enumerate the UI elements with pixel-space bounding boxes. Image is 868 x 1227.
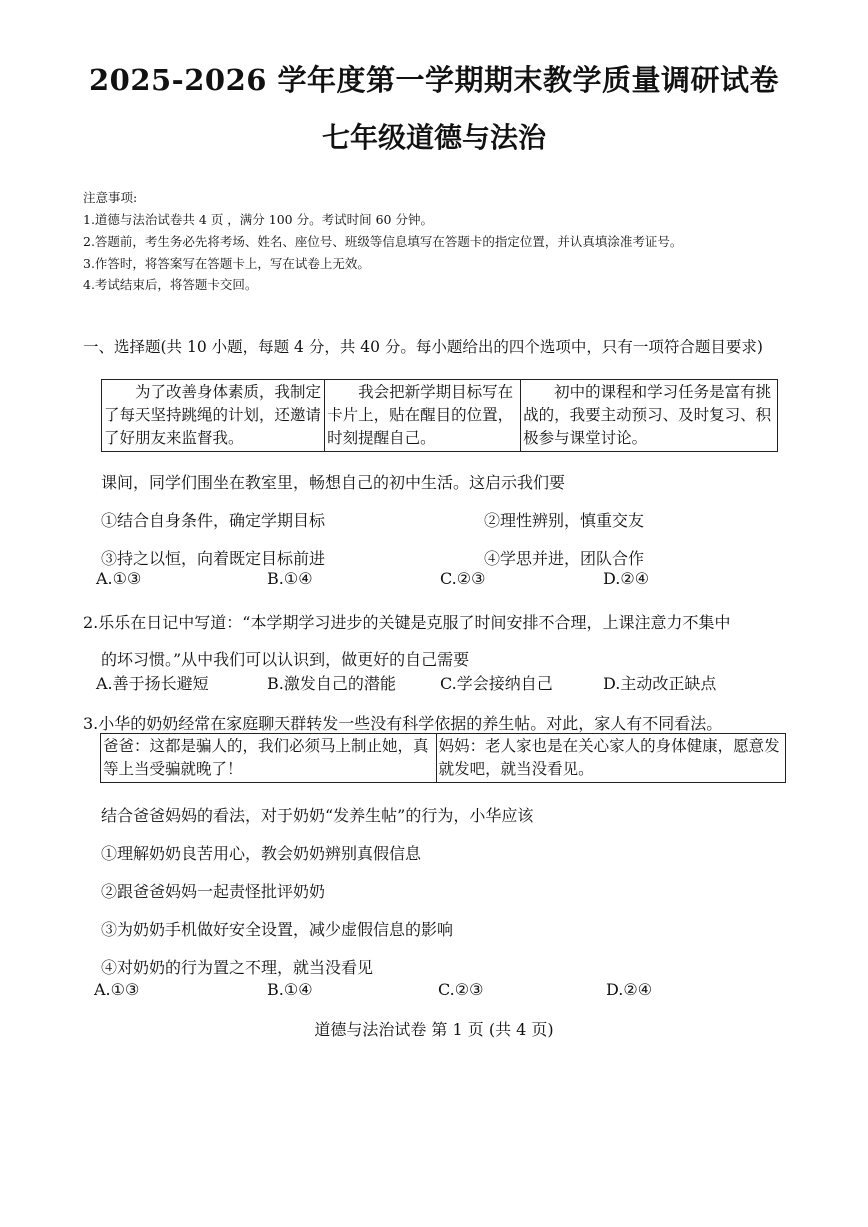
q3-statement: ①理解奶奶良苦用心，教会奶奶辨别真假信息 — [101, 844, 422, 863]
section-heading: 一、选择题(共 10 小题，每题 4 分，共 40 分。每小题给出的四个选项中，只有一项符合题目要求) — [83, 338, 763, 356]
q3-opinion-cell: 妈妈：老人家也是在关心家人的身体健康，愿意发就发吧，就当没看见。 — [436, 734, 785, 783]
q1-scenario-cell: 我会把新学期目标写在卡片上，贴在醒目的位置，时刻提醒自己。 — [325, 380, 521, 452]
q3-stem: 3.小华的奶奶经常在家庭聊天群转发一些没有科学依据的养生帖。对此，家人有不同看法。 — [83, 714, 723, 733]
q3-statement: ④对奶奶的行为置之不理，就当没看见 — [101, 958, 374, 977]
q3-option-b: B.①④ — [267, 980, 313, 999]
q1-option-c: C.②③ — [440, 569, 486, 588]
q1-option-d: D.②④ — [603, 569, 650, 588]
q2-stem-line2: 的坏习惯。”从中我们可以认识到，做更好的自己需要 — [101, 650, 470, 669]
notice-item: 4.考试结束后，将答题卡交回。 — [83, 277, 258, 292]
q1-scenario-cell: 初中的课程和学习任务是富有挑战的，我要主动预习、及时复习、积极参与课堂讨论。 — [521, 380, 778, 452]
q1-option-a: A.①③ — [96, 569, 142, 588]
q1-statement: ②理性辨别，慎重交友 — [484, 511, 645, 530]
q3-option-a: A.①③ — [94, 980, 140, 999]
q3-opinion-table — [100, 733, 786, 783]
q1-scenario-cell: 为了改善身体素质，我制定了每天坚持跳绳的计划，还邀请了好朋友来监督我。 — [102, 380, 325, 452]
q3-opinion-cell: 爸爸：这都是骗人的，我们必须马上制止她，真等上当受骗就晚了！ — [101, 734, 437, 783]
q2-stem-line1: 2.乐乐在日记中写道：“本学期学习进步的关键是克服了时间安排不合理，上课注意力不集中 — [83, 613, 731, 632]
q1-statement: ④学思并进，团队合作 — [484, 549, 645, 568]
q2-option-c: C.学会接纳自己 — [440, 674, 553, 693]
q2-option-a: A.善于扬长避短 — [96, 674, 209, 693]
q2-option-b: B.激发自己的潜能 — [267, 674, 396, 693]
notice-item: 1.道德与法治试卷共 4 页 ，满分 100 分。考试时间 60 分钟。 — [83, 212, 433, 227]
q3-statement: ③为奶奶手机做好安全设置，减少虚假信息的影响 — [101, 920, 454, 939]
notice-item: 3.作答时，将答案写在答题卡上，写在试卷上无效。 — [83, 256, 370, 271]
q1-statement: ③持之以恒，向着既定目标前进 — [101, 549, 326, 568]
q3-prompt: 结合爸爸妈妈的看法，对于奶奶“发养生帖”的行为，小华应该 — [101, 806, 534, 825]
notice-heading: 注意事项: — [83, 190, 138, 205]
q3-statement: ②跟爸爸妈妈一起责怪批评奶奶 — [101, 882, 326, 901]
q1-stem: 课间，同学们围坐在教室里，畅想自己的初中生活。这启示我们要 — [101, 473, 566, 492]
q3-option-d: D.②④ — [606, 980, 653, 999]
q3-option-c: C.②③ — [438, 980, 484, 999]
q1-statement: ①结合自身条件，确定学期目标 — [101, 511, 326, 530]
page-footer: 道德与法治试卷 第 1 页 (共 4 页) — [314, 1020, 554, 1039]
q2-option-d: D.主动改正缺点 — [603, 674, 717, 693]
exam-title: 2025-2026 学年度第一学期期末教学质量调研试卷 — [88, 63, 780, 97]
q1-scenario-table — [101, 379, 778, 452]
notice-item: 2.答题前，考生务必先将考场、姓名、座位号、班级等信息填写在答题卡的指定位置，并认真填涂准考证号。 — [83, 234, 683, 249]
q1-option-b: B.①④ — [267, 569, 313, 588]
exam-subtitle: 七年级道德与法治 — [321, 121, 546, 154]
